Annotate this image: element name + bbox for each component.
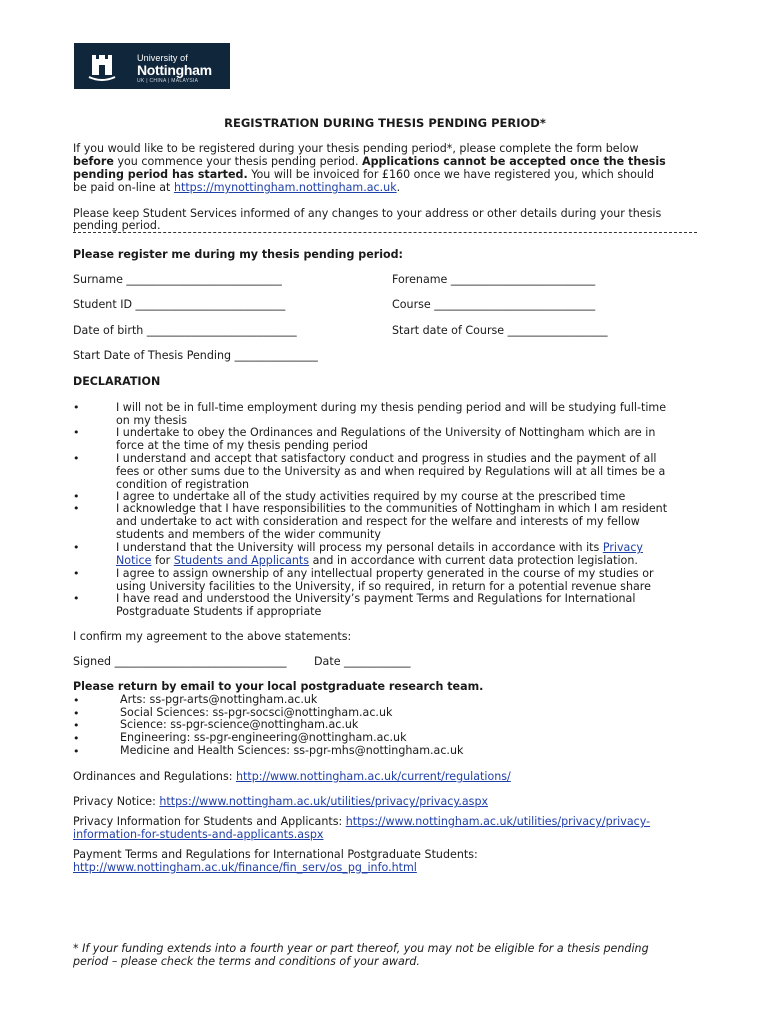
bullet-icon: •: [73, 719, 80, 732]
email-social-sciences[interactable]: Social Sciences: ss-pgr-socsci@nottingham.ac.uk: [120, 706, 393, 719]
course-field[interactable]: Course _____________________________: [392, 298, 596, 311]
bullet-icon: •: [73, 452, 80, 465]
payment-link[interactable]: http://www.nottingham.ac.uk/finance/fin_serv/os_pg_info.html: [73, 861, 417, 874]
bullet-icon: •: [73, 732, 80, 745]
intro-line1: If you would like to be registered during your thesis pending period*, please complete the form below: [73, 142, 639, 155]
forename-field[interactable]: Forename __________________________: [392, 273, 596, 286]
intro-invoice-text: You will be invoiced for £160 once we have registered you, which should: [247, 168, 655, 181]
declaration-item: [116, 568, 654, 594]
privacy-info-link-cont[interactable]: information-for-students-and-applicants.aspx: [73, 828, 324, 841]
thesis-start-field[interactable]: Start Date of Thesis Pending _______________: [73, 349, 318, 362]
footnote-line1: * If your funding extends into a fourth year or part thereof, you may not be eligible for a thesis pending: [73, 942, 649, 955]
decl-7-line2: using University facilities to the University, if so required, in return for a potential revenue share: [116, 579, 651, 593]
university-logo: [74, 43, 230, 89]
email-arts[interactable]: Arts: ss-pgr-arts@nottingham.ac.uk: [120, 693, 318, 706]
decl-8-line1: I have read and understood the University’s payment Terms and Regulations for International: [116, 592, 636, 605]
privacy-notice-link[interactable]: Privacy: [602, 541, 643, 554]
bullet-icon: •: [73, 490, 80, 503]
intro-text: you commence your thesis pending period.: [113, 155, 363, 168]
decl-1-line2: on my thesis: [116, 413, 188, 427]
confirm-statement: I confirm my agreement to the above statements:: [73, 630, 352, 643]
intro-line2: [73, 156, 666, 169]
intro-before: before: [73, 155, 114, 168]
decl-6-mid: for: [151, 553, 174, 567]
notice-line2: pending period.: [73, 219, 161, 232]
decl-6-end: and in accordance with current data protection legislation.: [309, 553, 638, 567]
decl-6-line2: [116, 555, 643, 568]
declaration-item: [116, 542, 643, 568]
bullet-icon: •: [73, 745, 80, 758]
decl-5-line2: and undertake to act with consideration and respect for the welfare and interests of my fellow: [116, 514, 640, 528]
declaration-heading: DECLARATION: [73, 375, 161, 388]
page-title: REGISTRATION DURING THESIS PENDING PERIOD*: [224, 116, 546, 130]
intro-bold-warning: Applications cannot be accepted once the thesis: [362, 155, 666, 168]
bullet-icon: •: [73, 592, 80, 605]
bullet-icon: •: [73, 502, 80, 515]
ordinances-label: Ordinances and Regulations:: [73, 770, 236, 783]
privacy-label: Privacy Notice:: [73, 795, 160, 808]
intro-line3: [73, 169, 654, 182]
email-science[interactable]: Science: ss-pgr-science@nottingham.ac.uk: [120, 718, 359, 731]
footnote-line2: period – please check the terms and conditions of your award.: [73, 955, 420, 968]
student-id-field[interactable]: Student ID ___________________________: [73, 298, 286, 311]
decl-3-line2: fees or other sums due to the University as and when required by Regulations will at all times be a: [116, 464, 666, 478]
decl-1-line1: I will not be in full-time employment during my thesis pending period and will be studying full-time: [116, 401, 667, 414]
intro-bold-warning-2: pending period has started.: [73, 168, 248, 181]
bullet-icon: •: [73, 401, 80, 414]
privacy-link[interactable]: https://www.nottingham.ac.uk/utilities/privacy/privacy.aspx: [159, 795, 489, 808]
students-applicants-link[interactable]: Students and Applicants: [173, 553, 310, 567]
logo-line1: University of: [137, 53, 188, 63]
privacy-line: [73, 796, 488, 809]
date-field[interactable]: Date ____________: [314, 655, 411, 668]
bullet-icon: •: [73, 541, 80, 554]
decl-3-line3: condition of registration: [116, 477, 250, 491]
declaration-item: [116, 453, 665, 492]
decl-2-line2: force at the time of my thesis pending period: [116, 438, 368, 452]
decl-2-line1: I undertake to obey the Ordinances and Regulations of the University of Nottingham which are in: [116, 426, 656, 439]
decl-5-line1: I acknowledge that I have responsibilities to the communities of Nottingham in which I am resident: [116, 502, 668, 515]
privacy-info-label: Privacy Information for Students and Applicants:: [73, 815, 346, 828]
decl-3-line1: I understand and accept that satisfactory conduct and progress in studies and the payment of all: [116, 452, 657, 465]
bullet-icon: •: [73, 694, 80, 707]
privacy-notice-link-2[interactable]: Notice: [116, 553, 152, 567]
signed-field[interactable]: Signed _______________________________: [73, 655, 287, 668]
bullet-icon: •: [73, 567, 80, 580]
notice-line1: Please keep Student Services informed of any changes to your address or other details during your thesis: [73, 207, 662, 220]
privacy-info-link[interactable]: https://www.nottingham.ac.uk/utilities/privacy/privacy-: [345, 815, 651, 828]
decl-4-line1: I agree to undertake all of the study activities required by my course at the prescribed time: [116, 490, 626, 503]
ordinances-link[interactable]: http://www.nottingham.ac.uk/current/regulations/: [236, 770, 511, 783]
email-engineering[interactable]: Engineering: ss-pgr-engineering@nottingham.ac.uk: [120, 731, 407, 744]
decl-5-line3: students and members of the wider community: [116, 527, 381, 541]
declaration-item: [116, 593, 635, 619]
intro-pay-text: be paid on-line at: [73, 181, 174, 194]
return-heading: Please return by email to your local postgraduate research team.: [73, 680, 484, 693]
mynottingham-link[interactable]: https://mynottingham.nottingham.ac.uk: [173, 181, 397, 194]
decl-6-text: I understand that the University will process my personal details in accordance with its: [116, 541, 603, 554]
bullet-icon: •: [73, 426, 80, 439]
declaration-item: [116, 503, 667, 542]
declaration-item: [116, 427, 655, 453]
privacy-info-line: [73, 816, 650, 829]
payment-label: Payment Terms and Regulations for International Postgraduate Students:: [73, 848, 478, 861]
email-medicine[interactable]: Medicine and Health Sciences: ss-pgr-mhs@nottingham.ac.uk: [120, 744, 464, 757]
bullet-icon: •: [73, 707, 80, 720]
surname-field[interactable]: Surname ____________________________: [73, 273, 282, 286]
intro-end: .: [396, 181, 401, 194]
course-start-field[interactable]: Start date of Course __________________: [392, 324, 608, 337]
logo-line2: Nottingham: [137, 62, 212, 78]
ordinances-line: [73, 771, 511, 784]
castle-crest-icon: [86, 49, 118, 83]
decl-7-line1: I agree to assign ownership of any intellectual property generated in the course of my studies or: [116, 567, 654, 580]
logo-line3: UK | CHINA | MALAYSIA: [137, 78, 199, 84]
dashed-divider: [73, 232, 697, 233]
dob-field[interactable]: Date of birth ___________________________: [73, 324, 297, 337]
declaration-item: [116, 402, 666, 428]
intro-line4: [73, 182, 400, 195]
register-heading: Please register me during my thesis pending period:: [73, 248, 403, 261]
decl-8-line2: Postgraduate Students if appropriate: [116, 604, 322, 618]
